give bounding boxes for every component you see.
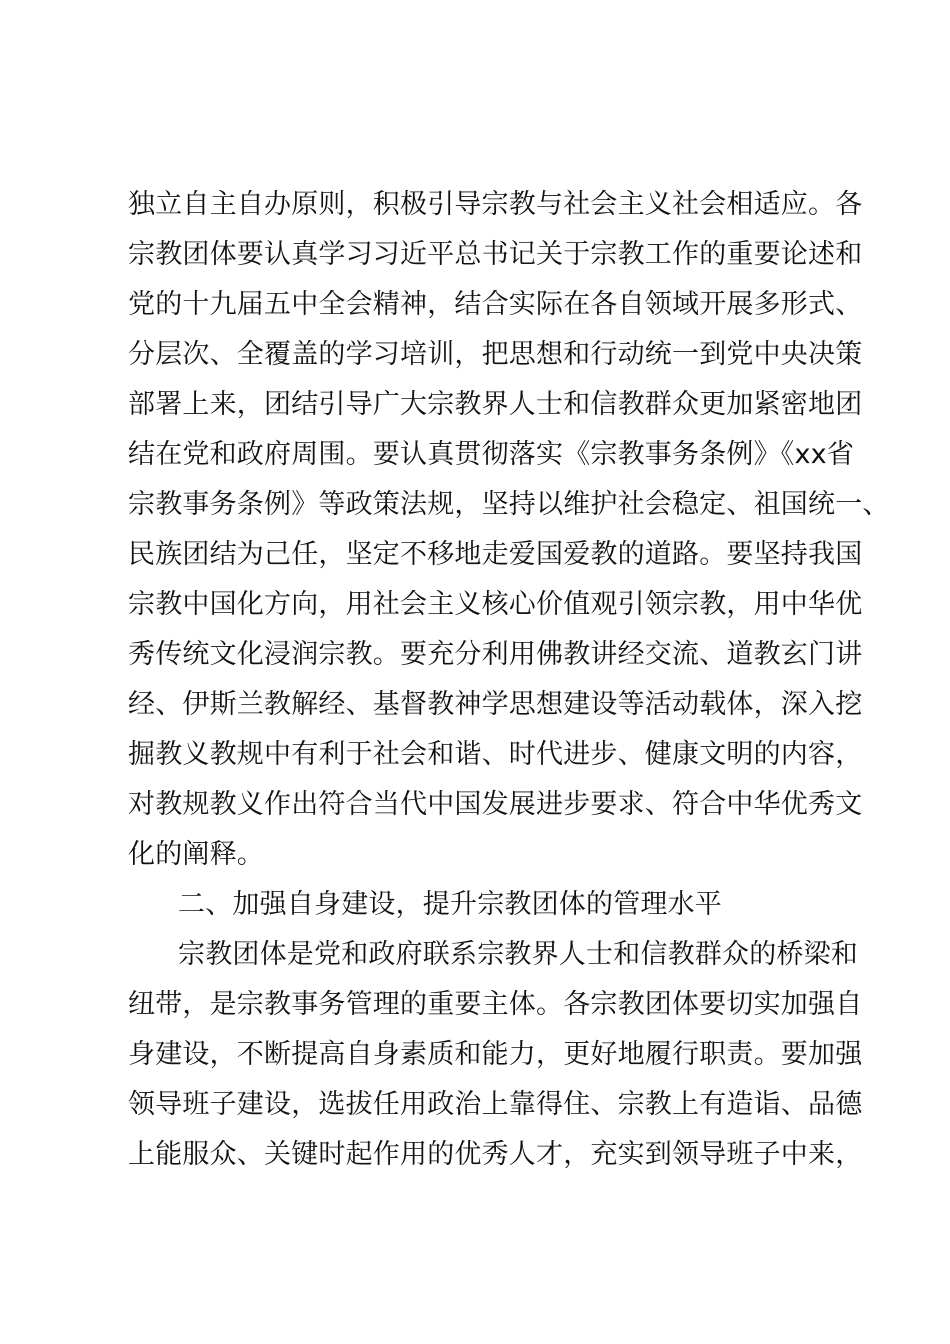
text-line: 对教规教义作出符合当代中国发展进步要求、符合中华优秀文 — [128, 789, 863, 820]
text-line: 宗教团体要认真学习习近平总书记关于宗教工作的重要论述和 — [128, 239, 863, 270]
text-line: 经、伊斯兰教解经、基督教神学思想建设等活动载体，深入挖 — [128, 689, 863, 720]
text-line: 纽带，是宗教事务管理的重要主体。各宗教团体要切实加强自 — [128, 989, 863, 1020]
text-line: 秀传统文化浸润宗教。要充分利用佛教讲经交流、道教玄门讲 — [128, 639, 863, 670]
text-line: 宗教中国化方向，用社会主义核心价值观引领宗教，用中华优 — [128, 589, 863, 620]
text-line: 身建设，不断提高自身素质和能力，更好地履行职责。要加强 — [128, 1039, 863, 1070]
text-line: 民族团结为己任，坚定不移地走爱国爱教的道路。要坚持我国 — [128, 539, 863, 570]
text-line: 党的十九届五中全会精神，结合实际在各自领域开展多形式、 — [128, 289, 863, 320]
text-line: 分层次、全覆盖的学习培训，把思想和行动统一到党中央决策 — [128, 339, 863, 370]
text-line: 独立自主自办原则，积极引导宗教与社会主义社会相适应。各 — [128, 189, 863, 220]
text-line: 部署上来，团结引导广大宗教界人士和信教群众更加紧密地团 — [128, 389, 863, 420]
text-line: 上能服众、关键时起作用的优秀人才，充实到领导班子中来， — [128, 1139, 863, 1170]
text-line: 结在党和政府周围。要认真贯彻落实《宗教事务条例》《xx省 — [128, 439, 855, 470]
text-line: 掘教义教规中有利于社会和谐、时代进步、健康文明的内容， — [128, 739, 863, 770]
text-line: 宗教团体是党和政府联系宗教界人士和信教群众的桥梁和 — [178, 939, 858, 970]
section-heading: 二、加强自身建设，提升宗教团体的管理水平 — [178, 889, 722, 920]
text-line: 化的阐释。 — [128, 839, 264, 870]
text-line: 宗教事务条例》等政策法规，坚持以维护社会稳定、祖国统一、 — [128, 489, 890, 520]
text-line: 领导班子建设，选拔任用政治上靠得住、宗教上有造诣、品德 — [128, 1089, 863, 1120]
